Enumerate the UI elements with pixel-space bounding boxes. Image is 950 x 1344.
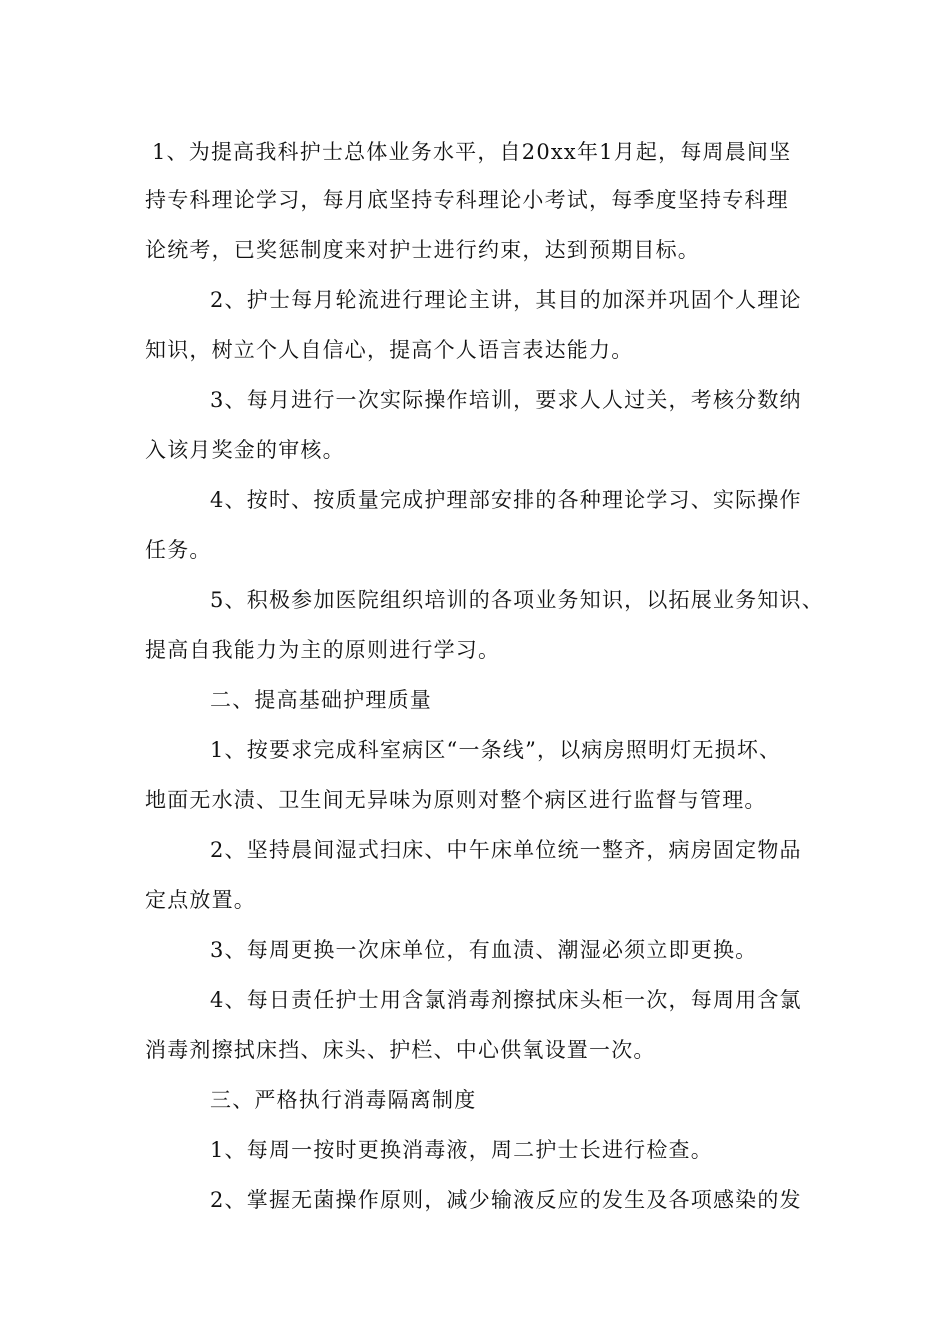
text-line: 定点放置。 [145, 888, 256, 912]
text-line: 任务。 [145, 538, 212, 562]
text-line: 论统考，已奖惩制度来对护士进行约束，达到预期目标。 [145, 238, 700, 262]
text-line: 1、为提高我科护士总体业务水平，自20xx年1月起，每周晨间坚 [152, 140, 792, 164]
text-line: 地面无水渍、卫生间无异味为原则对整个病区进行监督与管理。 [145, 788, 767, 812]
text-line: 2、掌握无菌操作原则，减少输液反应的发生及各项感染的发 [210, 1188, 802, 1212]
text-line: 5、积极参加医院组织培训的各项业务知识，以拓展业务知识、 [210, 588, 824, 612]
section-heading: 二、提高基础护理质量 [210, 688, 432, 712]
text-line: 1、每周一按时更换消毒液，周二护士长进行检查。 [210, 1138, 713, 1162]
section-heading: 三、严格执行消毒隔离制度 [210, 1088, 477, 1112]
text-line: 2、坚持晨间湿式扫床、中午床单位统一整齐，病房固定物品 [210, 838, 802, 862]
text-line: 1、按要求完成科室病区“一条线”，以病房照明灯无损坏、 [210, 738, 782, 762]
text-line: 4、每日责任护士用含氯消毒剂擦拭床头柜一次，每周用含氯 [210, 988, 802, 1012]
text-line: 消毒剂擦拭床挡、床头、护栏、中心供氧设置一次。 [145, 1038, 656, 1062]
text-line: 3、每月进行一次实际操作培训，要求人人过关，考核分数纳 [210, 388, 802, 412]
text-line: 3、每周更换一次床单位，有血渍、潮湿必须立即更换。 [210, 938, 758, 962]
text-line: 4、按时、按质量完成护理部安排的各种理论学习、实际操作 [210, 488, 802, 512]
text-line: 2、护士每月轮流进行理论主讲，其目的加深并巩固个人理论 [210, 288, 802, 312]
text-line: 入该月奖金的审核。 [145, 438, 345, 462]
text-line: 持专科理论学习，每月底坚持专科理论小考试，每季度坚持专科理 [145, 188, 789, 212]
text-line: 提高自我能力为主的原则进行学习。 [145, 638, 501, 662]
text-line: 知识，树立个人自信心，提高个人语言表达能力。 [145, 338, 634, 362]
